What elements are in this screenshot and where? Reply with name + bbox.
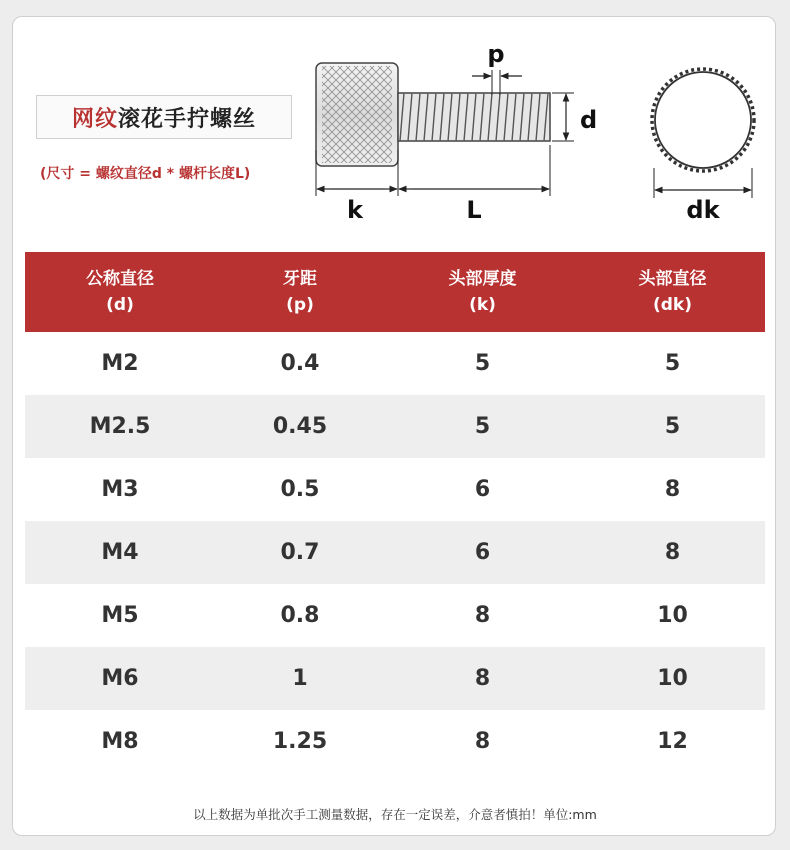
table-row [25, 647, 765, 710]
header-head-thickness-sub: (k) [469, 295, 496, 315]
pitch-dimension [472, 40, 522, 95]
cell-head-diameter: 5 [664, 414, 681, 439]
cell-diameter: M2.5 [89, 414, 151, 439]
label-L: L [466, 196, 482, 224]
cell-diameter: M3 [101, 477, 139, 502]
label-dk: dk [686, 196, 720, 224]
cell-pitch: 0.8 [280, 603, 320, 628]
size-note: (尺寸 = 螺纹直径d * 螺杆长度L) [40, 166, 251, 182]
header-pitch [215, 252, 385, 332]
table-row [25, 332, 765, 395]
table-row [25, 710, 765, 773]
cell-pitch: 1 [292, 666, 308, 691]
cell-pitch: 0.45 [272, 414, 328, 439]
cell-diameter: M6 [101, 666, 139, 691]
label-p: p [487, 40, 505, 68]
header-pitch-sub: (p) [286, 295, 314, 315]
cell-pitch: 0.4 [280, 351, 320, 376]
header-diameter [25, 252, 215, 332]
title-red-part: 网纹 [71, 106, 118, 132]
cell-diameter: M4 [101, 540, 139, 565]
cell-head-diameter: 10 [657, 603, 688, 628]
cell-head-thickness: 6 [474, 540, 491, 565]
cell-head-diameter: 12 [657, 729, 688, 754]
spec-table [25, 252, 765, 773]
cell-head-diameter: 8 [664, 477, 681, 502]
screw-diagram [0, 0, 790, 250]
cell-head-diameter: 5 [664, 351, 681, 376]
cell-pitch: 0.7 [280, 540, 320, 565]
measurement-disclaimer: 以上数据为单批次手工测量数据，存在一定误差，介意者慎拍！单位:mm [193, 807, 597, 822]
header-pitch-name: 牙距 [283, 269, 317, 289]
cell-head-thickness: 5 [474, 351, 491, 376]
cell-diameter: M2 [101, 351, 139, 376]
cell-head-diameter: 8 [664, 540, 681, 565]
cell-head-thickness: 5 [474, 414, 491, 439]
header-diameter-sub: (d) [106, 295, 134, 315]
header-diameter-name: 公称直径 [86, 269, 154, 289]
table-row [25, 521, 765, 584]
cell-pitch: 1.25 [272, 729, 328, 754]
cell-head-thickness: 8 [474, 729, 491, 754]
header-head-thickness-name: 头部厚度 [448, 269, 517, 289]
cell-head-thickness: 6 [474, 477, 491, 502]
label-k: k [347, 196, 363, 224]
header-head-diameter-name: 头部直径 [638, 269, 707, 289]
table-row [25, 395, 765, 458]
head-end-view [652, 69, 754, 224]
cell-head-thickness: 8 [474, 666, 491, 691]
table-header [25, 252, 765, 332]
cell-pitch: 0.5 [280, 477, 320, 502]
label-d: d [580, 106, 598, 134]
screw-shaft [398, 93, 550, 141]
header-head-diameter [580, 252, 765, 332]
d-dimension [552, 93, 597, 141]
table-row [25, 584, 765, 647]
cell-diameter: M8 [101, 729, 139, 754]
title-dark-part: 滚花手拧螺丝 [118, 106, 257, 132]
header-head-thickness [385, 252, 580, 332]
screw-head [316, 63, 398, 166]
table-row [25, 458, 765, 521]
cell-head-diameter: 10 [657, 666, 688, 691]
cell-head-thickness: 8 [474, 603, 491, 628]
cell-diameter: M5 [101, 603, 139, 628]
header-head-diameter-sub: (dk) [652, 295, 692, 315]
